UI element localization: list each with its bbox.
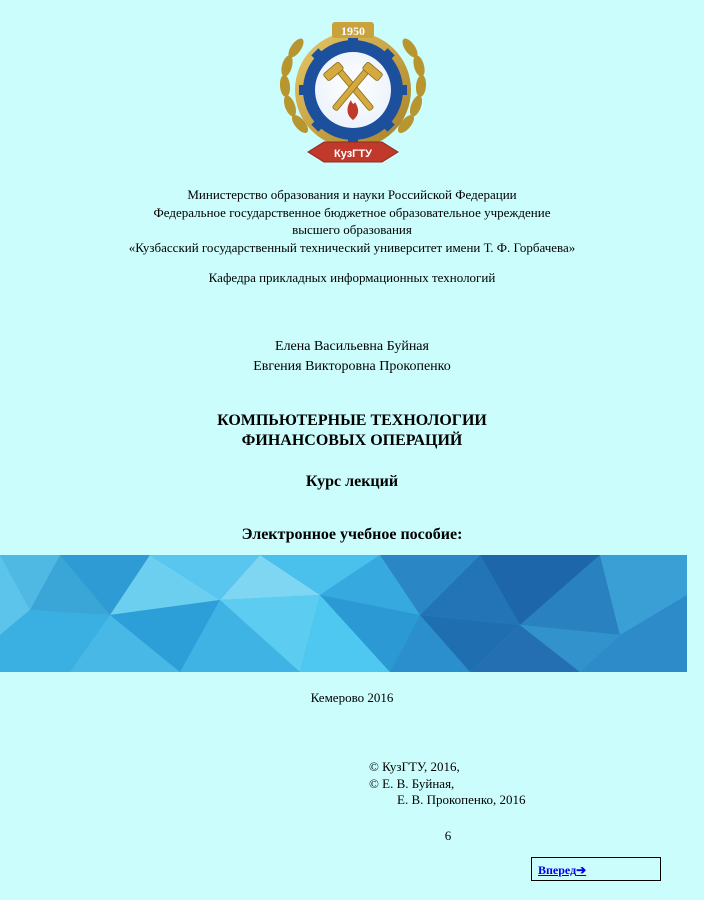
title-line: ФИНАНСОВЫХ ОПЕРАЦИЙ [241,432,463,449]
page-number: 6 [444,828,452,843]
emblem-name: КузГТУ [334,148,372,160]
ministry-line: «Кузбасский государственный технический университет имени Т. Ф. Горбачева» [128,239,576,255]
ministry-line: высшего образования [292,222,412,237]
decorative-banner [0,555,687,672]
ministry-line: Министерство образования и науки Российской Федерации [187,187,517,202]
authors [0,337,704,377]
arrow-right-icon: ➔ [576,863,587,877]
place-year: Кемерово 2016 [310,690,394,705]
author-name: Елена Васильевна Буйная [275,339,429,354]
emblem-year: 1950 [341,24,365,38]
ministry-line: Федеральное государственное бюджетное образовательное учреждение [153,204,551,220]
next-label: Вперед [538,863,577,877]
next-page-link[interactable] [538,863,586,877]
book-title [0,411,704,451]
edition-type: Электронное учебное пособие: [241,526,463,543]
department-name: Кафедра прикладных информационных технологий [208,270,496,285]
university-emblem [272,14,434,176]
copyright-line: © КузГТУ, 2016, [369,759,460,774]
copyright-block [369,759,526,809]
title-line: КОМПЬЮТЕРНЫЕ ТЕХНОЛОГИИ [217,412,487,429]
ministry-header [0,186,704,256]
author-name: Евгения Викторовна Прокопенко [253,359,451,374]
copyright-line: Е. В. Прокопенко, 2016 [397,792,526,807]
next-page-button[interactable] [531,857,661,881]
book-subtitle: Курс лекций [305,473,399,490]
copyright-line: © Е. В. Буйная, [369,775,455,791]
